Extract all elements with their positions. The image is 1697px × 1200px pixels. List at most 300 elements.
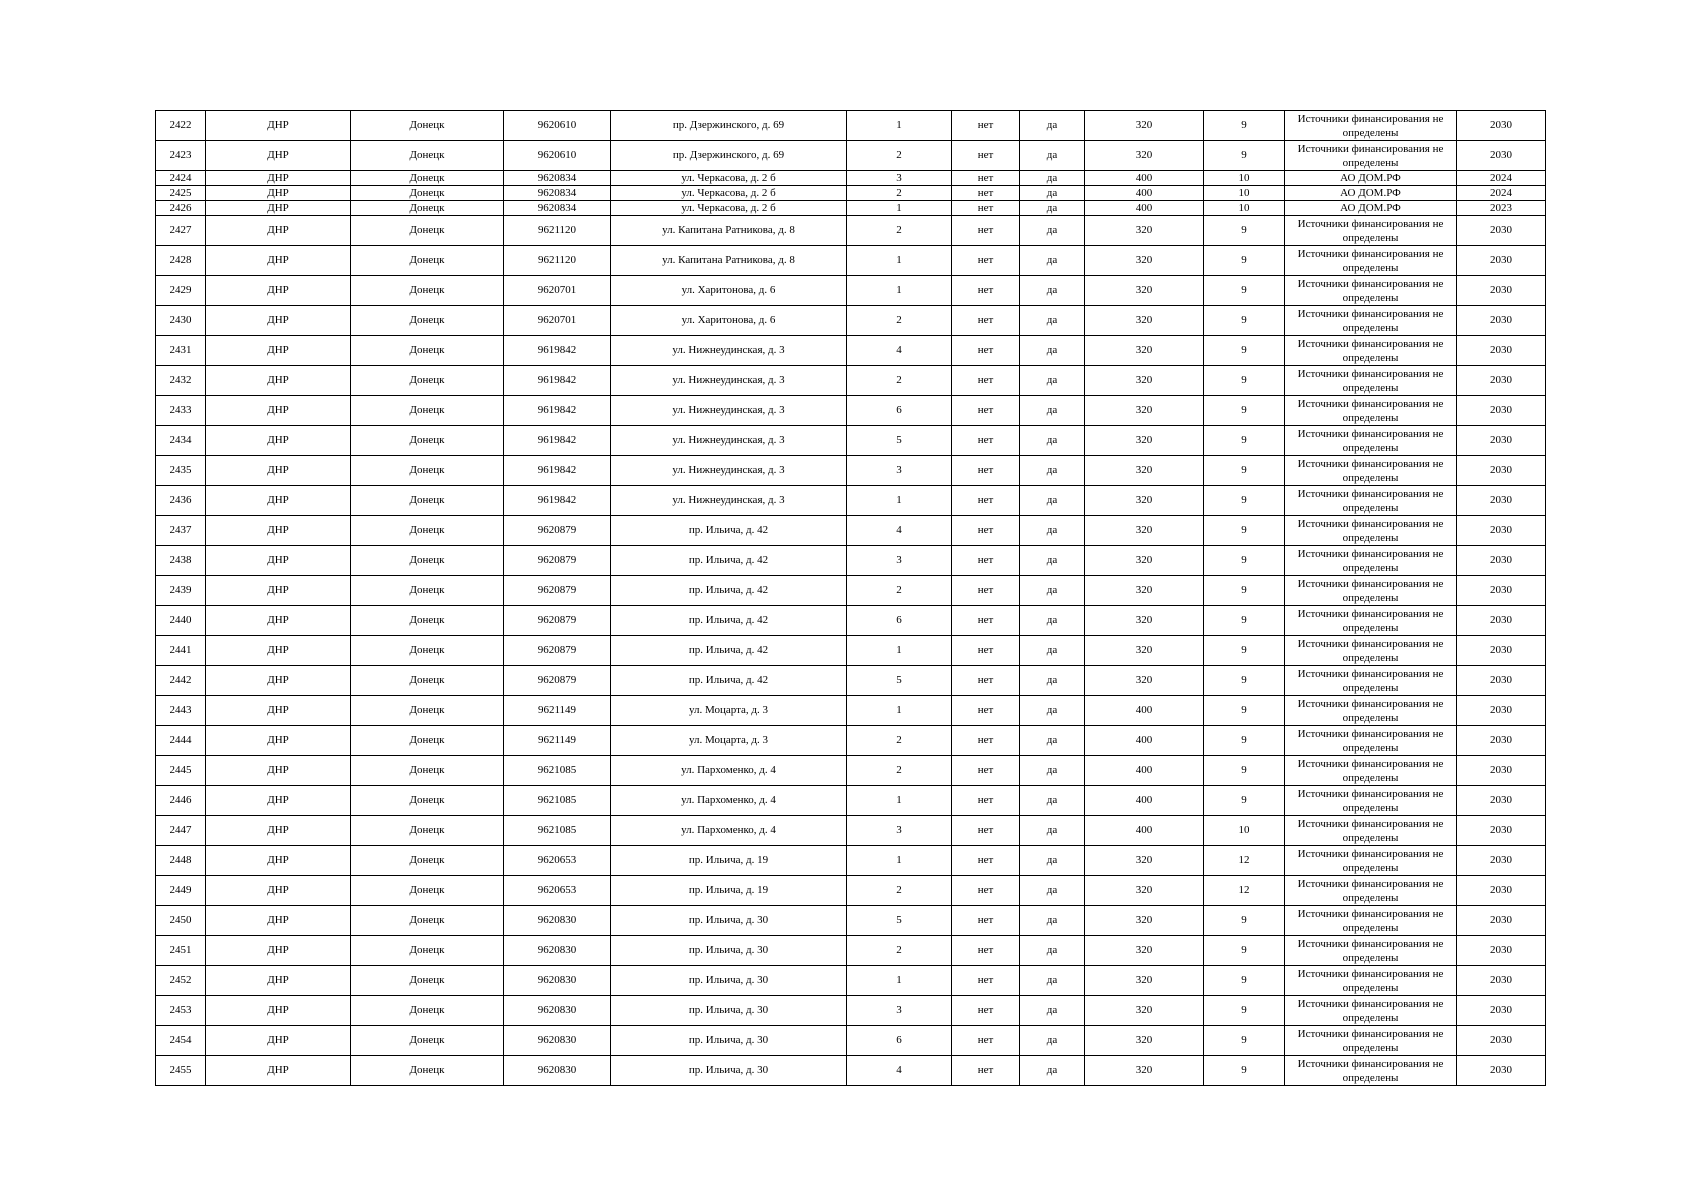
table-row [156, 906, 1546, 936]
cell-entrance: 1 [847, 696, 952, 726]
cell-city: Донецк [351, 1056, 504, 1086]
cell-city: Донецк [351, 216, 504, 246]
cell-capacity: 320 [1085, 906, 1204, 936]
cell-flag-b: да [1020, 336, 1085, 366]
cell-row-number: 2431 [156, 336, 206, 366]
cell-capacity: 320 [1085, 111, 1204, 141]
cell-address: ул. Пархоменко, д. 4 [611, 786, 847, 816]
cell-flag-a: нет [952, 306, 1020, 336]
cell-capacity: 320 [1085, 456, 1204, 486]
cell-floors: 9 [1204, 456, 1285, 486]
table-row [156, 666, 1546, 696]
cell-city: Донецк [351, 546, 504, 576]
cell-address: пр. Ильича, д. 42 [611, 546, 847, 576]
cell-year: 2030 [1457, 306, 1546, 336]
cell-year: 2030 [1457, 756, 1546, 786]
cell-floors: 9 [1204, 276, 1285, 306]
cell-funding-source: Источники финансирования не определены [1285, 636, 1457, 666]
cell-region: ДНР [206, 396, 351, 426]
cell-flag-b: да [1020, 666, 1085, 696]
cell-region: ДНР [206, 111, 351, 141]
cell-row-number: 2445 [156, 756, 206, 786]
cell-floors: 9 [1204, 666, 1285, 696]
cell-city: Донецк [351, 171, 504, 186]
cell-entrance: 3 [847, 546, 952, 576]
cell-year: 2030 [1457, 336, 1546, 366]
cell-row-number: 2441 [156, 636, 206, 666]
cell-flag-b: да [1020, 201, 1085, 216]
cell-region: ДНР [206, 756, 351, 786]
cell-capacity: 320 [1085, 426, 1204, 456]
cell-house-code: 9619842 [504, 426, 611, 456]
cell-flag-a: нет [952, 516, 1020, 546]
cell-entrance: 1 [847, 486, 952, 516]
cell-row-number: 2438 [156, 546, 206, 576]
cell-house-code: 9619842 [504, 486, 611, 516]
cell-flag-b: да [1020, 141, 1085, 171]
cell-floors: 9 [1204, 336, 1285, 366]
cell-row-number: 2430 [156, 306, 206, 336]
cell-flag-a: нет [952, 141, 1020, 171]
cell-entrance: 1 [847, 966, 952, 996]
cell-house-code: 9621149 [504, 696, 611, 726]
cell-year: 2030 [1457, 846, 1546, 876]
cell-city: Донецк [351, 846, 504, 876]
cell-funding-source: Источники финансирования не определены [1285, 576, 1457, 606]
cell-row-number: 2423 [156, 141, 206, 171]
cell-region: ДНР [206, 141, 351, 171]
cell-flag-b: да [1020, 996, 1085, 1026]
cell-flag-a: нет [952, 756, 1020, 786]
cell-region: ДНР [206, 936, 351, 966]
cell-address: пр. Ильича, д. 30 [611, 1056, 847, 1086]
cell-capacity: 320 [1085, 516, 1204, 546]
cell-funding-source: Источники финансирования не определены [1285, 246, 1457, 276]
cell-city: Донецк [351, 996, 504, 1026]
cell-row-number: 2426 [156, 201, 206, 216]
cell-city: Донецк [351, 666, 504, 696]
cell-flag-b: да [1020, 846, 1085, 876]
cell-flag-a: нет [952, 201, 1020, 216]
cell-region: ДНР [206, 456, 351, 486]
cell-house-code: 9620830 [504, 1056, 611, 1086]
cell-house-code: 9621085 [504, 816, 611, 846]
cell-flag-b: да [1020, 906, 1085, 936]
cell-floors: 9 [1204, 606, 1285, 636]
cell-entrance: 2 [847, 186, 952, 201]
cell-house-code: 9620610 [504, 141, 611, 171]
cell-flag-a: нет [952, 246, 1020, 276]
cell-year: 2030 [1457, 111, 1546, 141]
cell-address: пр. Ильича, д. 30 [611, 906, 847, 936]
cell-capacity: 320 [1085, 396, 1204, 426]
cell-region: ДНР [206, 816, 351, 846]
cell-entrance: 1 [847, 636, 952, 666]
cell-flag-a: нет [952, 186, 1020, 201]
table-row [156, 1056, 1546, 1086]
cell-floors: 9 [1204, 111, 1285, 141]
cell-address: пр. Ильича, д. 30 [611, 936, 847, 966]
table-row [156, 756, 1546, 786]
cell-region: ДНР [206, 636, 351, 666]
cell-year: 2030 [1457, 216, 1546, 246]
cell-capacity: 320 [1085, 576, 1204, 606]
cell-city: Донецк [351, 336, 504, 366]
cell-entrance: 2 [847, 876, 952, 906]
cell-entrance: 5 [847, 426, 952, 456]
table-row [156, 726, 1546, 756]
cell-entrance: 1 [847, 846, 952, 876]
cell-city: Донецк [351, 636, 504, 666]
cell-flag-b: да [1020, 486, 1085, 516]
cell-region: ДНР [206, 876, 351, 906]
cell-row-number: 2435 [156, 456, 206, 486]
table-row [156, 201, 1546, 216]
cell-row-number: 2448 [156, 846, 206, 876]
table-row [156, 186, 1546, 201]
cell-year: 2030 [1457, 576, 1546, 606]
cell-city: Донецк [351, 516, 504, 546]
cell-row-number: 2428 [156, 246, 206, 276]
cell-funding-source: Источники финансирования не определены [1285, 996, 1457, 1026]
cell-year: 2030 [1457, 906, 1546, 936]
cell-funding-source: Источники финансирования не определены [1285, 816, 1457, 846]
cell-region: ДНР [206, 201, 351, 216]
cell-capacity: 320 [1085, 1026, 1204, 1056]
cell-flag-a: нет [952, 486, 1020, 516]
cell-row-number: 2452 [156, 966, 206, 996]
cell-row-number: 2433 [156, 396, 206, 426]
table-row [156, 606, 1546, 636]
cell-flag-b: да [1020, 876, 1085, 906]
cell-address: ул. Нижнеудинская, д. 3 [611, 456, 847, 486]
cell-address: ул. Нижнеудинская, д. 3 [611, 366, 847, 396]
cell-year: 2030 [1457, 516, 1546, 546]
table-row [156, 486, 1546, 516]
table-row [156, 276, 1546, 306]
cell-house-code: 9620830 [504, 966, 611, 996]
cell-year: 2030 [1457, 456, 1546, 486]
cell-address: ул. Нижнеудинская, д. 3 [611, 486, 847, 516]
cell-funding-source: Источники финансирования не определены [1285, 306, 1457, 336]
cell-city: Донецк [351, 606, 504, 636]
cell-entrance: 1 [847, 201, 952, 216]
cell-funding-source: Источники финансирования не определены [1285, 216, 1457, 246]
cell-flag-b: да [1020, 966, 1085, 996]
cell-year: 2030 [1457, 816, 1546, 846]
cell-capacity: 400 [1085, 726, 1204, 756]
cell-floors: 9 [1204, 786, 1285, 816]
cell-capacity: 400 [1085, 186, 1204, 201]
cell-year: 2030 [1457, 141, 1546, 171]
cell-entrance: 1 [847, 276, 952, 306]
cell-house-code: 9620879 [504, 546, 611, 576]
cell-house-code: 9620879 [504, 606, 611, 636]
cell-region: ДНР [206, 366, 351, 396]
cell-city: Донецк [351, 276, 504, 306]
cell-address: ул. Пархоменко, д. 4 [611, 816, 847, 846]
cell-floors: 9 [1204, 486, 1285, 516]
cell-city: Донецк [351, 906, 504, 936]
cell-address: пр. Ильича, д. 42 [611, 516, 847, 546]
cell-address: ул. Харитонова, д. 6 [611, 306, 847, 336]
cell-floors: 9 [1204, 366, 1285, 396]
cell-row-number: 2434 [156, 426, 206, 456]
cell-funding-source: Источники финансирования не определены [1285, 786, 1457, 816]
cell-house-code: 9620879 [504, 666, 611, 696]
cell-house-code: 9621149 [504, 726, 611, 756]
cell-entrance: 2 [847, 366, 952, 396]
cell-flag-a: нет [952, 636, 1020, 666]
cell-funding-source: Источники финансирования не определены [1285, 936, 1457, 966]
cell-address: ул. Нижнеудинская, д. 3 [611, 336, 847, 366]
cell-address: ул. Нижнеудинская, д. 3 [611, 426, 847, 456]
cell-address: ул. Капитана Ратникова, д. 8 [611, 216, 847, 246]
cell-flag-a: нет [952, 1056, 1020, 1086]
table-body [156, 111, 1546, 1086]
cell-house-code: 9619842 [504, 336, 611, 366]
cell-flag-b: да [1020, 246, 1085, 276]
cell-flag-a: нет [952, 876, 1020, 906]
cell-address: пр. Ильича, д. 42 [611, 636, 847, 666]
table-row [156, 846, 1546, 876]
cell-row-number: 2454 [156, 1026, 206, 1056]
cell-capacity: 400 [1085, 171, 1204, 186]
cell-flag-b: да [1020, 426, 1085, 456]
cell-year: 2030 [1457, 726, 1546, 756]
cell-row-number: 2449 [156, 876, 206, 906]
cell-flag-a: нет [952, 171, 1020, 186]
cell-row-number: 2437 [156, 516, 206, 546]
cell-funding-source: Источники финансирования не определены [1285, 846, 1457, 876]
cell-row-number: 2425 [156, 186, 206, 201]
cell-house-code: 9620830 [504, 906, 611, 936]
cell-year: 2030 [1457, 876, 1546, 906]
cell-flag-b: да [1020, 786, 1085, 816]
cell-year: 2030 [1457, 366, 1546, 396]
cell-house-code: 9619842 [504, 456, 611, 486]
data-table [155, 110, 1546, 1086]
cell-year: 2030 [1457, 276, 1546, 306]
cell-year: 2030 [1457, 996, 1546, 1026]
cell-address: пр. Ильича, д. 42 [611, 666, 847, 696]
cell-row-number: 2432 [156, 366, 206, 396]
cell-house-code: 9620830 [504, 1026, 611, 1056]
cell-year: 2024 [1457, 186, 1546, 201]
cell-address: ул. Черкасова, д. 2 б [611, 186, 847, 201]
cell-region: ДНР [206, 966, 351, 996]
cell-address: пр. Ильича, д. 30 [611, 996, 847, 1026]
cell-floors: 9 [1204, 1026, 1285, 1056]
cell-row-number: 2436 [156, 486, 206, 516]
table-row [156, 366, 1546, 396]
cell-city: Донецк [351, 576, 504, 606]
table-row [156, 936, 1546, 966]
cell-capacity: 320 [1085, 366, 1204, 396]
cell-city: Донецк [351, 246, 504, 276]
cell-year: 2030 [1457, 486, 1546, 516]
cell-flag-a: нет [952, 456, 1020, 486]
cell-capacity: 320 [1085, 996, 1204, 1026]
cell-city: Донецк [351, 366, 504, 396]
cell-row-number: 2424 [156, 171, 206, 186]
cell-address: ул. Моцарта, д. 3 [611, 696, 847, 726]
cell-flag-b: да [1020, 456, 1085, 486]
cell-year: 2030 [1457, 606, 1546, 636]
cell-flag-b: да [1020, 306, 1085, 336]
cell-floors: 9 [1204, 396, 1285, 426]
cell-floors: 9 [1204, 636, 1285, 666]
cell-floors: 9 [1204, 936, 1285, 966]
cell-flag-a: нет [952, 576, 1020, 606]
cell-year: 2024 [1457, 171, 1546, 186]
cell-address: пр. Ильича, д. 30 [611, 966, 847, 996]
cell-flag-a: нет [952, 336, 1020, 366]
cell-house-code: 9620879 [504, 516, 611, 546]
cell-flag-a: нет [952, 216, 1020, 246]
table-row [156, 306, 1546, 336]
cell-entrance: 3 [847, 816, 952, 846]
cell-address: ул. Капитана Ратникова, д. 8 [611, 246, 847, 276]
table-row [156, 111, 1546, 141]
cell-year: 2030 [1457, 246, 1546, 276]
cell-capacity: 400 [1085, 756, 1204, 786]
cell-funding-source: Источники финансирования не определены [1285, 366, 1457, 396]
cell-entrance: 1 [847, 111, 952, 141]
cell-house-code: 9621085 [504, 786, 611, 816]
cell-region: ДНР [206, 186, 351, 201]
cell-entrance: 3 [847, 456, 952, 486]
cell-flag-a: нет [952, 906, 1020, 936]
cell-flag-a: нет [952, 846, 1020, 876]
cell-funding-source: Источники финансирования не определены [1285, 1056, 1457, 1086]
cell-region: ДНР [206, 1056, 351, 1086]
table-row [156, 216, 1546, 246]
cell-house-code: 9621085 [504, 756, 611, 786]
cell-region: ДНР [206, 726, 351, 756]
cell-entrance: 3 [847, 996, 952, 1026]
table-row [156, 786, 1546, 816]
cell-address: ул. Пархоменко, д. 4 [611, 756, 847, 786]
table-row [156, 576, 1546, 606]
cell-funding-source: Источники финансирования не определены [1285, 276, 1457, 306]
cell-house-code: 9620610 [504, 111, 611, 141]
cell-house-code: 9620653 [504, 876, 611, 906]
cell-flag-a: нет [952, 276, 1020, 306]
cell-year: 2030 [1457, 936, 1546, 966]
cell-flag-a: нет [952, 1026, 1020, 1056]
cell-flag-b: да [1020, 1056, 1085, 1086]
cell-flag-b: да [1020, 636, 1085, 666]
cell-flag-a: нет [952, 726, 1020, 756]
cell-flag-b: да [1020, 936, 1085, 966]
cell-region: ДНР [206, 306, 351, 336]
cell-entrance: 1 [847, 786, 952, 816]
cell-floors: 9 [1204, 216, 1285, 246]
cell-floors: 9 [1204, 696, 1285, 726]
cell-flag-a: нет [952, 966, 1020, 996]
cell-region: ДНР [206, 426, 351, 456]
cell-year: 2030 [1457, 966, 1546, 996]
cell-region: ДНР [206, 846, 351, 876]
cell-year: 2030 [1457, 666, 1546, 696]
cell-capacity: 320 [1085, 546, 1204, 576]
cell-flag-b: да [1020, 546, 1085, 576]
cell-entrance: 2 [847, 306, 952, 336]
cell-flag-b: да [1020, 516, 1085, 546]
cell-funding-source: Источники финансирования не определены [1285, 966, 1457, 996]
cell-city: Донецк [351, 816, 504, 846]
cell-row-number: 2444 [156, 726, 206, 756]
cell-floors: 9 [1204, 306, 1285, 336]
table-row [156, 246, 1546, 276]
cell-funding-source: Источники финансирования не определены [1285, 906, 1457, 936]
cell-capacity: 320 [1085, 276, 1204, 306]
cell-capacity: 320 [1085, 1056, 1204, 1086]
cell-floors: 9 [1204, 756, 1285, 786]
cell-floors: 9 [1204, 546, 1285, 576]
cell-capacity: 400 [1085, 816, 1204, 846]
cell-house-code: 9620834 [504, 201, 611, 216]
cell-flag-a: нет [952, 606, 1020, 636]
cell-capacity: 320 [1085, 246, 1204, 276]
cell-capacity: 320 [1085, 216, 1204, 246]
cell-funding-source: Источники финансирования не определены [1285, 666, 1457, 696]
cell-house-code: 9620830 [504, 936, 611, 966]
cell-entrance: 5 [847, 666, 952, 696]
cell-address: ул. Нижнеудинская, д. 3 [611, 396, 847, 426]
cell-city: Донецк [351, 486, 504, 516]
cell-house-code: 9620879 [504, 576, 611, 606]
cell-entrance: 2 [847, 936, 952, 966]
cell-floors: 9 [1204, 141, 1285, 171]
cell-flag-a: нет [952, 546, 1020, 576]
cell-address: ул. Харитонова, д. 6 [611, 276, 847, 306]
cell-city: Донецк [351, 1026, 504, 1056]
cell-city: Донецк [351, 456, 504, 486]
cell-city: Донецк [351, 111, 504, 141]
cell-address: пр. Ильича, д. 19 [611, 876, 847, 906]
cell-year: 2030 [1457, 636, 1546, 666]
table-row [156, 696, 1546, 726]
cell-floors: 9 [1204, 1056, 1285, 1086]
cell-year: 2030 [1457, 1026, 1546, 1056]
cell-flag-b: да [1020, 276, 1085, 306]
cell-house-code: 9620653 [504, 846, 611, 876]
cell-flag-b: да [1020, 696, 1085, 726]
table-row [156, 516, 1546, 546]
cell-row-number: 2427 [156, 216, 206, 246]
cell-floors: 10 [1204, 171, 1285, 186]
cell-flag-b: да [1020, 366, 1085, 396]
cell-row-number: 2451 [156, 936, 206, 966]
cell-funding-source: Источники финансирования не определены [1285, 336, 1457, 366]
cell-capacity: 400 [1085, 696, 1204, 726]
cell-flag-a: нет [952, 666, 1020, 696]
cell-funding-source: АО ДОМ.РФ [1285, 186, 1457, 201]
cell-house-code: 9620701 [504, 276, 611, 306]
cell-funding-source: Источники финансирования не определены [1285, 426, 1457, 456]
table-row [156, 636, 1546, 666]
cell-floors: 9 [1204, 576, 1285, 606]
cell-floors: 10 [1204, 186, 1285, 201]
table-row [156, 546, 1546, 576]
cell-address: пр. Дзержинского, д. 69 [611, 141, 847, 171]
cell-entrance: 3 [847, 171, 952, 186]
cell-capacity: 320 [1085, 636, 1204, 666]
cell-city: Донецк [351, 696, 504, 726]
cell-row-number: 2446 [156, 786, 206, 816]
